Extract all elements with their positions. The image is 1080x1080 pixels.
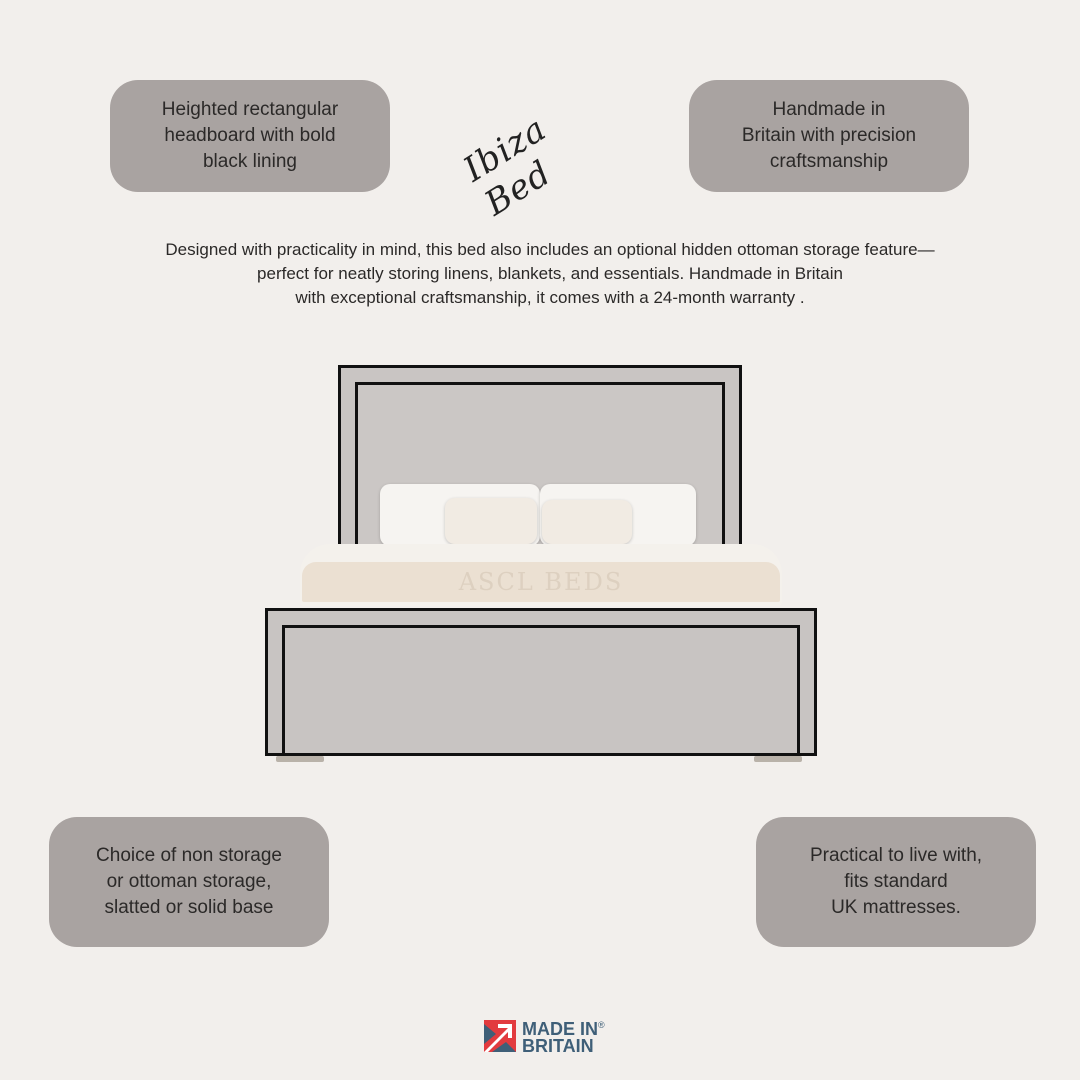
description-line: Designed with practicality in mind, this bed also includes an optional hidden ottoman storage feature— [165, 240, 935, 259]
feature-mattress [756, 817, 1036, 947]
badge-line: BRITAIN [522, 1036, 594, 1056]
feature-line: Choice of non storage [96, 845, 282, 866]
feature-line: black lining [202, 151, 297, 172]
badge-line: MADE IN [522, 1019, 598, 1039]
feature-storage [49, 817, 329, 947]
bed-throw [302, 562, 780, 602]
product-title-signature [455, 55, 635, 224]
description [120, 238, 980, 310]
throw-text: ASCL BEDS [458, 568, 624, 596]
title-text: Ibiza Bed [456, 108, 559, 224]
feature-line: Heighted rectangular [161, 99, 339, 120]
feature-line: Britain with precision [741, 125, 917, 146]
feature-line: or ottoman storage, [106, 871, 272, 892]
description-line: perfect for neatly storing linens, blankets, and essentials. Handmade in Britain [257, 264, 843, 283]
registered-mark: ® [598, 1020, 605, 1030]
bed-leg [754, 756, 802, 762]
feature-line: Practical to live with, [809, 845, 983, 866]
feature-line: headboard with bold [164, 125, 336, 146]
feature-line: craftsmanship [769, 151, 889, 172]
feature-line: UK mattresses. [831, 897, 961, 918]
union-arrow-icon [484, 1020, 516, 1052]
description-line: with exceptional craftsmanship, it comes with a 24-month warranty . [295, 288, 805, 307]
feature-line: fits standard [844, 871, 948, 892]
feature-line: slatted or solid base [104, 897, 274, 918]
cushion [445, 498, 537, 544]
cushion [542, 500, 632, 544]
feature-line: Handmade in [772, 99, 886, 120]
made-in-britain-badge [484, 1017, 605, 1055]
bed-leg [276, 756, 324, 762]
feature-headboard [110, 80, 390, 192]
footboard [265, 608, 817, 756]
bed-image [262, 362, 818, 766]
feature-handmade [689, 80, 969, 192]
